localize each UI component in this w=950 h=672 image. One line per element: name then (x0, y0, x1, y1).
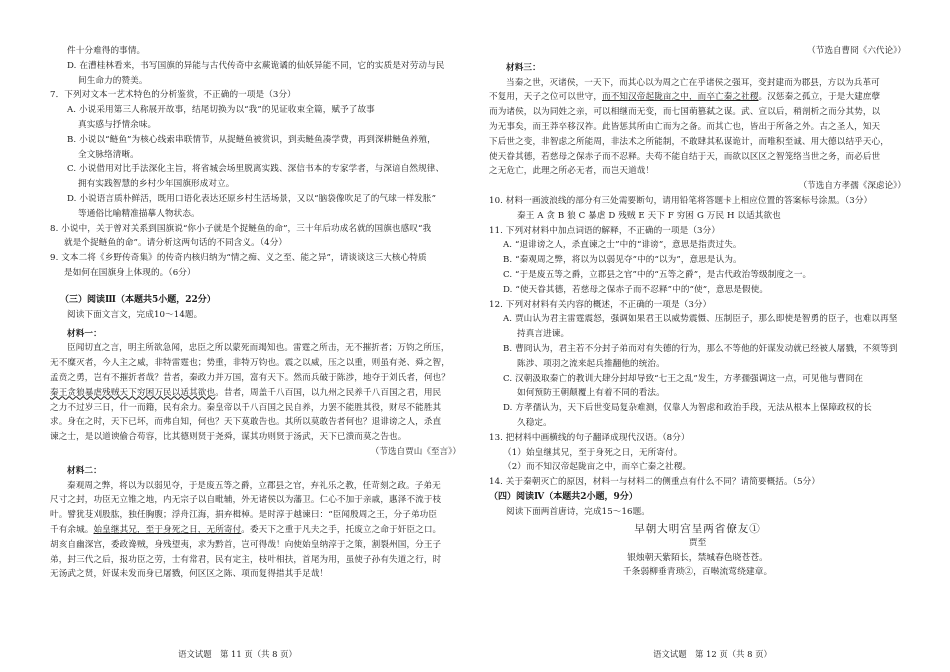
material-3-line: 为无事矣，而王莽卒移汉祚。此皆惩其所由亡而为之备。而其亡也，皆出于所备之外。古之圣人，知天 (489, 121, 881, 132)
question-11-stem: 11. 下列对材料中加点词语的解释，不正确的一项是（3分） (489, 225, 721, 236)
q13-sentence-1: （1）始皇继其兄，至于身死之日，无所寄付。 (503, 447, 683, 458)
question-12-stem: 12. 下列对材料有关内容的概述，不正确的一项是（3分） (489, 299, 712, 310)
section-4-title: （四）阅读Ⅳ（本题共2小题，9分） (489, 491, 638, 502)
material-2-line: 胡亥自幽深宫，委政谗贼，身残望夷，求为黔首，岂可得哉！向使始皇纳淳于之策，割裂州国，分王子 (50, 539, 442, 550)
material-1-line (50, 386, 461, 401)
q11-option-d: D. “使天眷其德，若慈母之保赤子而不忍释”中的“使”，意思是假使。 (503, 284, 769, 295)
question-8: 8. 小说中，关于曾对关系到国旗说“你小子就是个捉鲢鱼的命”，三十年后功成名就的国旗也感叹“我 (50, 223, 432, 234)
material-1-line: 之力不过岁三日，什一而籍，民有余力。秦皇帝以千八百国之民自养，力罢不能胜其役，财尽不能胜其 (50, 402, 442, 413)
text-span: 。委天下之重于凡夫之手，托废立之命于奸臣之口。 (241, 524, 442, 535)
section-4-intro: 阅读下面两首唐诗，完成15～16题。 (506, 506, 650, 517)
text-span: 。昔者，周盖千八百国，以九州之民养千八百国之君，用民 (215, 387, 442, 398)
material-3-line: 而为诸侯，以为同姓之亲，可以相继而无变，而七国萌篡弑之谋。武、宣以后，稍剖析之而分其势，以 (489, 107, 881, 118)
material-2-line: 秦观周之弊，将以为以弱见夺，于是废五等之爵，立郡县之官，弃礼乐之教，任苛刻之政。子弟无 (67, 480, 441, 491)
section-3-intro: 阅读下面文言文，完成10～14题。 (67, 309, 203, 320)
material-2-line: 无汤武之贤，奸谋未发而身已屠戮，何区区之陈、项而复得措其手足哉！ (50, 569, 329, 580)
q7-option-a: A. 小说采用第三人称展开故事，结尾切换为以“我”的见证收束全篇，赋予了故事 (67, 105, 375, 116)
text-span: 千有余城。 (50, 524, 94, 535)
material-3-source: （节选自方孝孺《深虑论》） (798, 181, 906, 192)
text-line: D. 在漕桂林看来，书写国旗的异能与古代传奇中玄蕨诡谲的仙妖异能不同，它的实质是对劳动与民 (67, 60, 445, 71)
poem-author: 贾至 (688, 538, 707, 549)
material-1-line: 臣闻切直之言，明主所欲急闻，忠臣之所以蒙死而竭知也。雷霆之所击，无不摧折者；万钧之所压， (67, 343, 450, 354)
q12-option-c-cont: 如何预防王朝颠覆上有着不同的看法。 (517, 388, 665, 399)
question-7-stem: 7．下列对文本一艺术特色的分析鉴赏，不正确的一项是（3分） (50, 90, 296, 101)
material-3-title: 材料三： (506, 62, 541, 73)
q12-option-b: B. 曹冏认为，君主若不分封子弟而对有失德的行为，那么不等他的奸谋发动就已经被人屠戮，不须等到 (503, 343, 898, 354)
q11-option-a: A. “退诽谤之人，杀直谏之士”中的“诽谤”，意思是指责过失。 (503, 240, 742, 251)
underlined-text: 始皇继其兄，至于身死之日，无所寄付 (93, 524, 242, 535)
wavy-underlined-text: 秦王贪狼暴虐残贼天下穷困万民以适其欲也 (50, 387, 216, 398)
question-9: 9. 文本二将《乡野传奇集》的传奇内核归纳为“情之痴、义之至、能之异”，请谈谈这三大核心特质 (50, 253, 427, 264)
q7-option-c: C. 小说借用对比手法深化主旨，将省城会场里脱离实践、深信书本的专家学者，与深谙自然规律、 (67, 164, 445, 175)
text-span: 。汉惩秦之孤立，于是大建庶孽 (758, 92, 881, 103)
material-3-line: 下后世之变，非智虑之所能周，非法术之所能制，不敢肆其私谋诡计，而唯积至诚、用大德以结乎天心， (489, 136, 889, 147)
q7-option-b: B. 小说以“鲢鱼”为核心线索串联情节，从捉鲢鱼被赏识，到卖鲢鱼凑学费，再到深耕鲢鱼养殖， (67, 134, 436, 145)
q12-option-b-cont: 陈涉、项羽之流来起兵推翻他的统治。 (517, 358, 665, 369)
material-1-line: 求。身在之时，天下已坏，而弗自知，何也？天下莫敢告也。其所以莫敢告者何也？退诽谤之人，杀直 (50, 417, 442, 428)
q12-option-c: C. 汉朝汲取秦亡的教训大肆分封却导致“七王之乱”发生，方孝孺强调这一点，可见他与曹冏在 (503, 373, 864, 384)
question-14: 14. 关于秦朝灭亡的原因，材料一与材料二的侧重点有什么不同？请简要概括。（5分） (489, 477, 821, 488)
text-span: 不复用，天子之位可以世守， (489, 92, 603, 103)
material-2-title: 材料二： (67, 465, 102, 476)
section-3-title: （三）阅读Ⅲ（本题共5小题，22分） (60, 294, 216, 305)
material-2-line (50, 523, 461, 538)
material-1-source: （节选自贾山《至言》） (370, 446, 461, 457)
q7-option-c-cont: 拥有实践智慧的乡村少年国旗形成对立。 (78, 179, 235, 190)
material-2-source: （节选自曹冏《六代论》） (807, 46, 906, 56)
poem-title: 早朝大明宫呈两省僚友① (634, 522, 761, 535)
q12-option-d: D. 方孝孺认为，天下后世变局复杂难测，仅靠人为智虑和政治手段，无法从根本上保障政权的长 (503, 403, 872, 414)
text-line: 间生命力的赞美。 (78, 75, 148, 86)
material-3-line: 之无危亡，此理之所必无者，而岂天道哉！ (489, 166, 655, 177)
material-2-line: 叶。譬犹芟刈股肱，独任胸腹；浮舟江海，捐弃楫棹。是时淳于越谏曰：“臣闻殷周之王，分子弟功臣 (50, 510, 438, 521)
page-footer-12: 语文试题 第 12 页（共 8 页） (653, 649, 772, 659)
q7-option-a-cont: 真实感与抒情余味。 (78, 119, 157, 130)
underlined-text: 而不知汉帝起陇亩之中，而卒亡秦之社稷 (602, 92, 759, 103)
text-line: 件十分难得的事情。 (67, 46, 146, 56)
page-footer-11: 语文试题 第 11 页（共 8 页） (178, 649, 297, 659)
q7-option-d-cont: 等通俗比喻精准描摹人物状态。 (78, 208, 200, 219)
q7-option-b-cont: 全文脉络清晰。 (78, 149, 139, 160)
material-3-line: 当秦之世，灭诸侯，一天下，而其心以为周之亡在乎诸侯之强耳，变封建而为郡县，方以为兵革可 (506, 77, 880, 88)
q12-option-d-cont: 久稳定。 (517, 417, 552, 428)
material-2-line: 弟，封三代之后，报功臣之劳，士有常君，民有定主，枝叶相扶，首尾为用，虽使子孙有失道之行，时 (50, 554, 442, 565)
poem-line: 千条弱柳垂青琐②，百啭流莺绕建章。 (622, 567, 773, 578)
q7-option-d: D. 小说语言质朴鲜活，既用口语化表达还原乡村生活场景，又以“脑袋像吹足了的气球一样发胀” (67, 193, 437, 204)
q11-option-b: B. “秦观周之弊，将以为以弱见夺”中的“以为”，意思是认为。 (503, 255, 742, 266)
material-3-line (489, 90, 906, 105)
q13-sentence-2: （2）而不知汉帝起陇亩之中，而卒亡秦之社稷。 (503, 462, 692, 473)
q12-option-a-cont: 持真言进谏。 (517, 329, 570, 340)
q12-option-a: A. 贾山认为君主雷霆震怒，强调如果君王以威势震慑、压制臣子，那么即使是智勇的臣子，也难以再坚 (503, 314, 898, 325)
material-2-line: 尺寸之封，功臣无立锥之地，内无宗子以自毗辅，外无诸侯以为藩卫。仁心不加于亲戚，惠泽不流于枝 (50, 495, 442, 506)
material-1-line: 无不糜灭者，今人主之威，非特雷霆也；势重，非特万钧也。震之以威，压之以重，则虽有尧、舜之智， (50, 358, 450, 369)
right-page (475, 0, 950, 672)
poem-line: 银烛朝天紫陌长，禁城春色晓苍苍。 (627, 552, 768, 563)
material-1-title: 材料一： (67, 328, 102, 339)
material-3-line: 使天眷其德，若慈母之保赤子而不忍释。夫苟不能自结于天，而欲以区区之智笼络当世之务，而必后世 (489, 151, 881, 162)
question-9-cont: 是如何在国旗身上体现的。（6分） (64, 267, 196, 278)
material-1-line: 谏之士，是以道谀偷合苟容，比其德则贤于尧舜，谋其功则贤于汤武，天下已溃而莫之告也。 (50, 432, 407, 443)
question-13-stem: 13. 把材料中画横线的句子翻译成现代汉语。（8分） (489, 432, 690, 443)
question-8-cont: 就是个捉鲢鱼的命”。请分析这两句话的不同含义。（4分） (64, 238, 288, 249)
question-10-options: 秦王 A 贪 B 狼 C 暴虐 D 残贼 E 天下 F 穷困 G 万民 H 以适其欲也 (517, 210, 781, 221)
q11-option-c: C. “于是废五等之爵，立郡县之官”中的“五等之爵”，是古代政治等级制度之一。 (503, 269, 812, 280)
question-10: 10. 材料一画波浪线的部分有三处需要断句，请用铅笔将答题卡上相应位置的答案标号涂黑。（3分） (489, 195, 873, 206)
material-1-line: 孟贲之勇，岂有不摧折者哉？昔者，秦政力并万国，富有天下。然而兵破于陈涉，地夺于刘氏者，何也？ (50, 372, 450, 383)
